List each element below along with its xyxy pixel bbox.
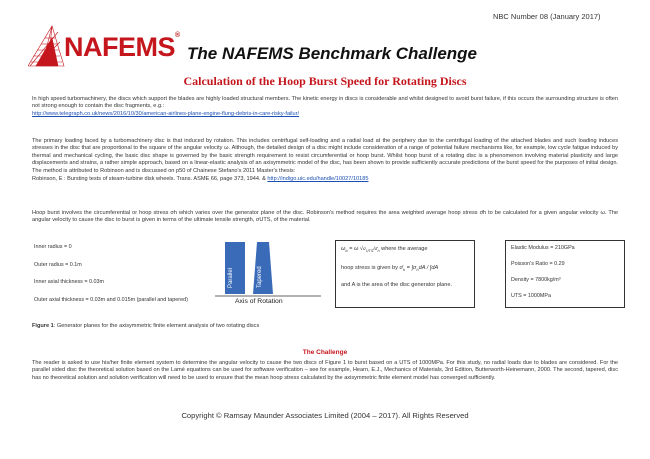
logo-reg-mark: ® xyxy=(175,32,180,39)
thesis-link[interactable]: http://indigo.uic.edu/handle/10027/10185 xyxy=(267,176,369,183)
challenge-section xyxy=(32,360,618,382)
disc-diagram xyxy=(213,238,323,308)
axis-label: Axis of Rotation xyxy=(235,298,283,305)
logo-text: NAFEMS xyxy=(64,32,175,62)
tapered-label: Tapered xyxy=(257,266,263,288)
copyright-footer: Copyright © Ramsay Maunder Associates Limited (2004 – 2017). All Rights Reserved xyxy=(181,411,469,420)
formula-box xyxy=(335,240,475,308)
loading-paragraph: The primary loading faced by a turbomachinery disc is that induced by rotation. This includes centrifugal self-loading and a radial load at the periphery due to the centrifugal loading of the attached blades and such loading induces stresses in the disc that are proportional to the square of the angular velocity ω. Although, the detailed design of a disc might include consideration of a range of potential failure mechanisms like, for example, low cycle fatigue induced by thermal and mechanical cycling, the basic disc shape is governed by the basic strength requirement to resist circumferential or hoop burst. Whilst hoop burst of a rotating disc is a phenomenon involving material plasticity and large displacements and strains, a rather simple approach, based on a linear-elastic analysis of an axisymmetric model of the disc, has been shown to provide sufficiently accurate predictions of the burst speed for the purposes of initial design. The method is attributed to Robinson and is discussed on p50 of Chainese Stefano's 2011 Master's thesis: xyxy=(32,138,618,174)
parallel-label: Parallel xyxy=(228,267,234,288)
uts: UTS = 1000MPa xyxy=(511,293,552,299)
inner-radius: Inner radius = 0 xyxy=(34,244,72,250)
formula-line-3: and A is the area of the disc generator plane. xyxy=(341,282,453,288)
outer-radius: Outer radius = 0.1m xyxy=(34,262,82,268)
elastic-modulus: Elastic Modulus = 210GPa xyxy=(511,245,575,251)
figure-caption-text: : Generator planes for the axisymmetric finite element analysis of two rotating discs xyxy=(53,323,260,329)
intro-paragraph: In high speed turbomachinery, the discs which support the blades are highly loaded structural members. The kinetic energy in discs is considerable and whilst designed to avoid burst failure, if this occurs the surrounding structure is often not strong enough to contain the disc fragments, e.g.: xyxy=(32,96,618,110)
hoop-section xyxy=(32,210,618,225)
density: Density = 7800kg/m³ xyxy=(511,277,561,283)
poissons-ratio: Poisson's Ratio = 0.29 xyxy=(511,261,565,267)
loading-section xyxy=(32,138,618,183)
robinson-reference: Robinson, E : Bursting tests of steam-turbine disk wheels. Trans. ASME 66, page 373, 1944. & xyxy=(32,176,266,183)
intro-section xyxy=(32,96,618,118)
challenge-heading: The Challenge xyxy=(302,349,348,356)
main-title: Calculation of the Hoop Burst Speed for Rotating Discs xyxy=(183,74,467,88)
figure-caption xyxy=(32,323,259,329)
nafems-logo xyxy=(28,22,188,72)
inner-thickness: Inner axial thickness = 0.03m xyxy=(34,279,104,285)
formula-line-1: $\omega_b = \omega$ $√\sigma_{UTS}/\sigmā_h$ where the average xyxy=(341,246,428,254)
nbc-number: NBC Number 08 (January 2017) xyxy=(493,12,601,21)
material-box xyxy=(505,240,625,308)
telegraph-link[interactable]: http://www.telegraph.co.uk/news/2016/10/30/american-airlines-plane-engine-flung-debris-in-care-risky-failur/ xyxy=(32,110,300,117)
outer-thickness: Outer axial thickness = 0.03m and 0.015m (parallel and tapered) xyxy=(34,297,188,303)
geometry-list xyxy=(32,241,232,311)
formula-line-2: hoop stress is given by $\sigmā_h = \int\sigma_hdA / \int dA$ xyxy=(341,265,439,273)
page-header-title: The NAFEMS Benchmark Challenge xyxy=(187,44,478,63)
challenge-paragraph: The reader is asked to use his/her finite element system to determine the angular velocity to cause the two discs of Figure 1 to burst based on a UTS of 1000MPa. For this study, no radial loads due to blades are considered. For the parallel sided disc the theoretical solution based on the Lamé equations can be used for software verification – see for example, Hearn, E.J., Mechanics of Materials, 3rd Edition, Butterworth-Heinemann, 2000. The second, tapered, disc has no theoretical solution and solution verification will need to be used to ensure that the mean hoop stress calculated by the axisymmetric finite element model has converged sufficiently. xyxy=(32,360,618,381)
hoop-paragraph: Hoop burst involves the circumferential or hoop stress σh which varies over the generator plane of the disc. Robinson's method requires the area weighted average hoop stress σ̄h to be calculated for a given angular velocity ω. The angular velocity to cause the disc to burst is given in terms of the ultimate tensile strength, σUTS, of the material. xyxy=(32,210,618,224)
figure-label: Figure 1 xyxy=(32,323,54,329)
